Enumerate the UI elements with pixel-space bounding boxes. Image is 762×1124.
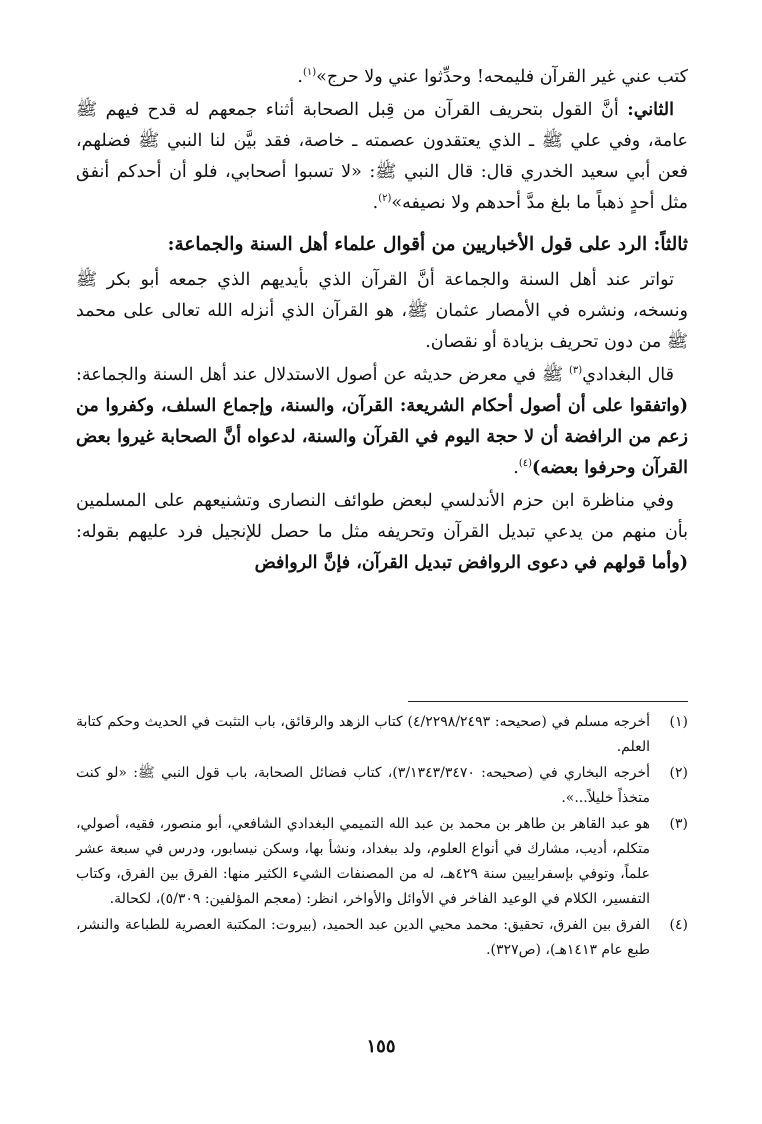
paragraph-text: وفي مناظرة ابن حزم الأندلسي لبعض طوائف النصارى وتشنيعهم على المسلمين بأن منهم من يدعي تبديل القرآن وتحريفه مثل ما حصل للإنجيل فرد عليهم بقوله: <box>76 491 688 542</box>
footnote-separator <box>408 701 688 702</box>
paragraph-hadith-end <box>76 62 688 93</box>
footnotes <box>76 710 688 964</box>
paragraph-text: أنَّ القول بتحريف القرآن من قِبل الصحابة أثناء جمعهم له قدح فيهم ﷺ عامة، وفي علي ﷺ ـ الذي يعتقدون عصمته ـ خاصة، فقد بيَّن لنا النبي ﷺ فضلهم، فعن أبي سعيد الخدري قال: قال النبي ﷺ: «لا تسبوا أصحابي، فلو أن أحدكم أنفق مثل أحدٍ ذهباً ما بلغ مدَّ أحدهم ولا نصيفه» <box>76 100 688 213</box>
footnote-ref: (٣) <box>569 365 583 377</box>
main-text <box>76 62 688 579</box>
footnote-item <box>76 913 688 963</box>
punctuation: . <box>372 193 379 213</box>
footnote-text: هو عبد القاهر بن طاهر بن محمد بن عبد الله التميمي البغدادي الشافعي، أبو منصور، فقيه، أصولي، متكلم، أديب، مشارك في أنواع العلوم، ولد ببغداد، ونشأ بها، وسكن نيسابور، ودرس في سبعة عشر علماً، وتوفي بإسفراييين سنة ٤٢٩هـ، له من المصنفات الشيء الكثير منها: الفرق بين الفرق، وكتاب التفسير، الكلام في الوعيد الفاخر في الأوائل والأواخر، انظر: (معجم المؤلفين: ٥/٣٠٩)، لكحالة. <box>76 816 650 907</box>
footnote-ref: (٤) <box>518 458 533 470</box>
footnote-number: (٤) <box>669 917 688 933</box>
section-heading: ثالثاً: الرد على قول الأخباريين من أقوال علماء أهل السنة والجماعة: <box>167 234 688 255</box>
paragraph-text: كتب عني غير القرآن فليمحه! وحدِّثوا عني ولا حرج» <box>316 67 688 87</box>
bold-quote: (واتفقوا على أن أصول أحكام الشريعة: القرآن، والسنة، وإجماع السلف، وكفروا من زعم من الرافضة أن لا حجة اليوم في القرآن والسنة، لدعواه أنَّ الصحابة غيروا بعض القرآن وحرفوا بعضه) <box>76 396 688 478</box>
footnote-number: (١) <box>669 714 688 730</box>
footnote-number: (٣) <box>669 816 688 832</box>
footnote-number: (٢) <box>669 765 688 781</box>
paragraph-ibn-hazm <box>76 486 688 579</box>
paragraph-second-point <box>76 95 688 219</box>
footnote-item <box>76 710 688 760</box>
point-label: الثاني: <box>627 100 674 120</box>
bold-quote: (وأما قولهم في دعوى الروافض تبديل القرآن، فإنَّ الروافض <box>254 553 688 573</box>
footnote-ref: (٢) <box>378 193 392 205</box>
footnote-text: أخرجه مسلم في (صحيحه: ٤/٢٢٩٨/٢٤٩٣) كتاب الزهد والرقائق، باب التثبت في الحديث وحكم كتابة العلم. <box>76 714 651 755</box>
paragraph-text: تواتر عند أهل السنة والجماعة أنَّ القرآن الذي بأيديهم الذي جمعه أبو بكر ﷺ ونسخه، ونشره في الأمصار عثمان ﷺ، هو القرآن الذي أنزله الله تعالى على محمد ﷺ من دون تحريف بزيادة أو نقصان. <box>76 270 688 352</box>
page-number: ١٥٥ <box>366 1036 396 1057</box>
punctuation: . <box>297 67 303 87</box>
punctuation: . <box>513 458 519 478</box>
footnote-item <box>76 812 688 912</box>
footnote-item <box>76 761 688 811</box>
paragraph-text: ﷺ في معرض حديثه عن أصول الاستدلال عند أهل السنة والجماعة: <box>76 365 570 385</box>
footnote-ref: (١) <box>302 67 317 79</box>
paragraph-text: قال البغدادي <box>582 365 674 385</box>
footnote-text: الفرق بين الفرق، تحقيق: محمد محيي الدين عبد الحميد، (بيروت: المكتبة العصرية للطباعة والنشر، طبع عام ١٤١٣هـ)، (ص٣٢٧). <box>76 917 650 958</box>
paragraph-tawatur <box>76 265 688 358</box>
footnote-text: أخرجه البخاري في (صحيحه: ٣/١٣٤٣/٣٤٧٠)، كتاب فضائل الصحابة، باب قول النبي ﷺ: «لو كنت متخذاً خليلاً...». <box>76 765 650 806</box>
paragraph-baghdadi <box>76 360 688 484</box>
book-page <box>76 62 688 958</box>
